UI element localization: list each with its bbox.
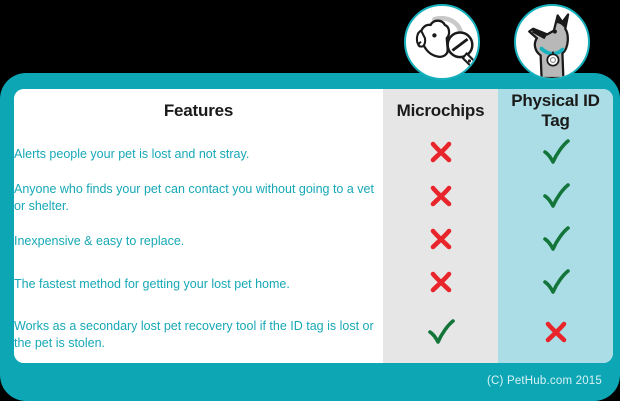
microchips-verdict [383,262,498,306]
cross-icon [428,269,454,295]
dog-with-microchip-scanner-icon [404,4,480,80]
microchips-verdict [383,220,498,262]
table-row [14,306,613,363]
cross-icon [428,226,454,252]
feature-description: The fastest method for getting your lost pet home. [14,262,383,306]
feature-description: Inexpensive & easy to replace. [14,220,383,262]
feature-description: Alerts people your pet is lost and not stray. [14,133,383,176]
idtag-verdict [498,220,613,262]
check-icon [541,183,571,209]
idtag-verdict [498,262,613,306]
check-icon [541,226,571,252]
table-row [14,133,613,176]
cross-icon [428,139,454,165]
comparison-table [14,89,613,363]
idtag-verdict [498,133,613,176]
table-row [14,262,613,306]
microchips-verdict [383,133,498,176]
idtag-verdict [498,176,613,220]
cross-icon [428,183,454,209]
check-icon [426,319,456,345]
check-icon [541,269,571,295]
idtag-verdict [498,306,613,363]
column-header-physical-id-tag: Physical ID Tag [498,89,613,133]
microchips-verdict [383,306,498,363]
feature-description: Works as a secondary lost pet recovery tool if the ID tag is lost or the pet is stolen. [14,306,383,363]
feature-description: Anyone who finds your pet can contact you without going to a vet or shelter. [14,176,383,220]
table-row [14,220,613,262]
table-row [14,176,613,220]
check-icon [541,139,571,165]
cross-icon [543,319,569,345]
column-header-microchips: Microchips [383,89,498,133]
copyright-notice: (C) PetHub.com 2015 [486,375,602,387]
dog-wearing-id-tag-icon [514,4,590,80]
column-header-features: Features [14,89,383,133]
microchips-verdict [383,176,498,220]
table-header-row [14,89,613,133]
